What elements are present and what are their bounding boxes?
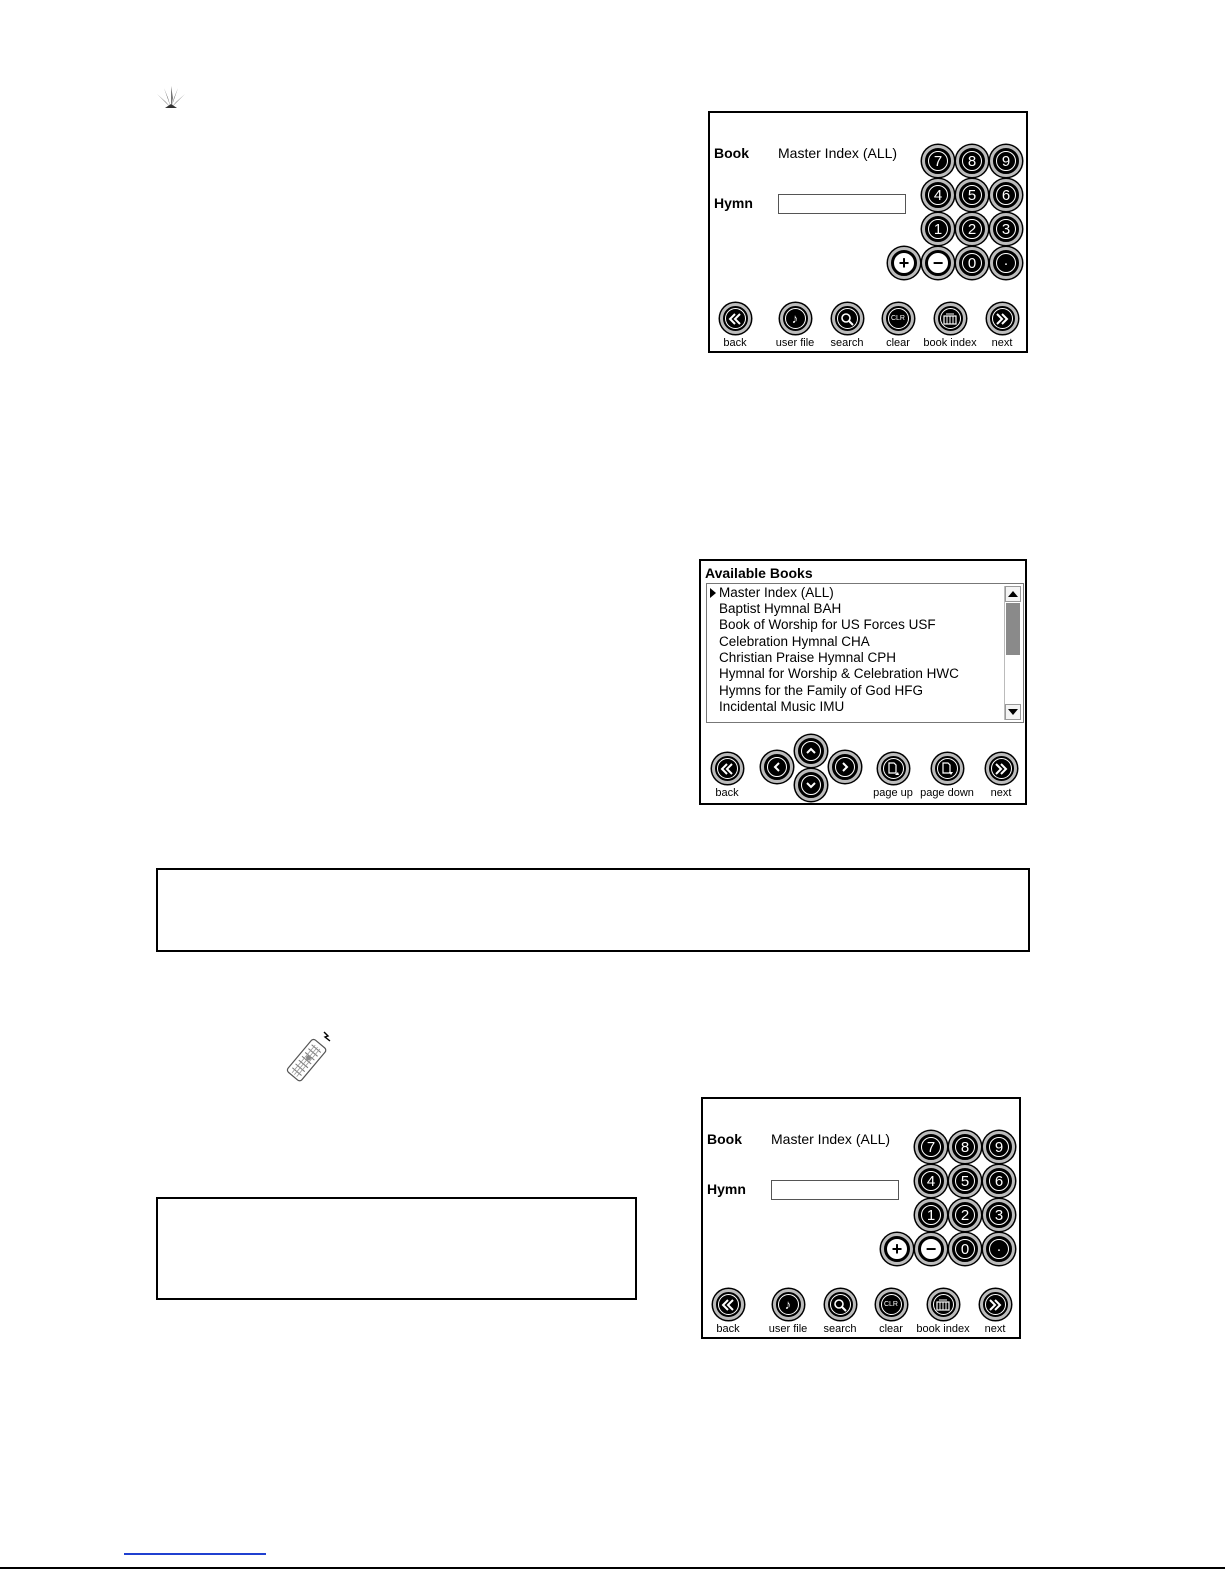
user-file-button[interactable] [758, 1289, 818, 1339]
book-index-button[interactable] [920, 303, 980, 353]
key-minus[interactable]: − [922, 247, 954, 279]
key-1[interactable]: 1 [922, 213, 954, 245]
book-item[interactable]: Hymns for the Family of God HFG [719, 683, 924, 698]
hymn-number-input[interactable] [778, 194, 906, 214]
clr-icon: CLR [890, 315, 905, 322]
note-box-wide [156, 868, 1030, 952]
crown-logo-icon [155, 84, 187, 110]
key-6[interactable]: 6 [990, 179, 1022, 211]
next-button[interactable] [971, 753, 1031, 803]
available-books-screen [699, 559, 1027, 805]
next-button[interactable] [965, 1289, 1025, 1339]
key-dot[interactable]: · [983, 1233, 1015, 1265]
music-note-icon: ♪ [784, 1297, 792, 1312]
back-caption: back [723, 337, 747, 349]
book-item[interactable]: Christian Praise Hymnal CPH [719, 650, 897, 665]
arrow-left-button[interactable] [761, 751, 793, 783]
remote-control-icon [280, 1030, 336, 1086]
double-chevron-left-icon [720, 763, 734, 775]
book-item[interactable]: Baptist Hymnal BAH [719, 601, 842, 616]
hymn-label: Hymn [707, 1181, 746, 1197]
key-3[interactable]: 3 [990, 213, 1022, 245]
double-chevron-right-icon [994, 763, 1008, 775]
double-chevron-left-icon [728, 313, 742, 325]
clear-button[interactable] [868, 303, 928, 353]
hymn-label: Hymn [714, 195, 753, 211]
key-7[interactable]: 7 [915, 1131, 947, 1163]
book-item[interactable]: Master Index (ALL) [719, 585, 834, 600]
key-5[interactable]: 5 [949, 1165, 981, 1197]
book-label: Book [707, 1131, 742, 1147]
book-item[interactable]: Book of Worship for US Forces USF [719, 617, 936, 632]
book-index-icon [936, 1299, 950, 1311]
page-up-caption: page up [873, 787, 913, 799]
scroll-thumb[interactable] [1006, 603, 1020, 655]
magnifier-icon [840, 312, 854, 326]
hymn-number-input[interactable] [771, 1180, 899, 1200]
key-9[interactable]: 9 [990, 145, 1022, 177]
page-down-caption: page down [920, 787, 974, 799]
note-box-small [156, 1197, 637, 1300]
page-up-button[interactable] [863, 753, 923, 803]
book-value: Master Index (ALL) [778, 145, 898, 161]
chevron-left-icon [772, 762, 782, 772]
double-chevron-left-icon [721, 1299, 735, 1311]
list-scrollbar[interactable] [1004, 586, 1021, 720]
footer-link-underline[interactable] [124, 1553, 266, 1555]
key-0[interactable]: 0 [949, 1233, 981, 1265]
page-down-button[interactable] [917, 753, 977, 803]
book-index-caption: book index [923, 337, 977, 349]
key-2[interactable]: 2 [956, 213, 988, 245]
page-down-icon [940, 762, 954, 776]
back-button[interactable] [705, 303, 765, 353]
next-caption: next [984, 1323, 1006, 1335]
clear-caption: clear [879, 1323, 903, 1335]
key-6[interactable]: 6 [983, 1165, 1015, 1197]
selected-arrow-icon [710, 588, 716, 598]
book-item[interactable]: Hymnal for Worship & Celebration HWC [719, 666, 959, 681]
music-note-icon: ♪ [791, 311, 799, 326]
key-2[interactable]: 2 [949, 1199, 981, 1231]
clear-caption: clear [886, 337, 910, 349]
key-plus[interactable]: + [881, 1233, 913, 1265]
key-1[interactable]: 1 [915, 1199, 947, 1231]
books-list[interactable] [706, 583, 1024, 723]
book-index-button[interactable] [913, 1289, 973, 1339]
double-chevron-right-icon [995, 313, 1009, 325]
next-caption: next [991, 337, 1013, 349]
key-plus[interactable]: + [888, 247, 920, 279]
book-value: Master Index (ALL) [771, 1131, 891, 1147]
key-dot[interactable]: · [990, 247, 1022, 279]
search-caption: search [823, 1323, 857, 1335]
back-button[interactable] [697, 753, 757, 803]
chevron-right-icon [840, 762, 850, 772]
hymn-entry-screen-1 [708, 111, 1028, 353]
user-file-caption: user file [775, 337, 815, 349]
chevron-up-icon [806, 746, 816, 756]
double-chevron-right-icon [988, 1299, 1002, 1311]
key-9[interactable]: 9 [983, 1131, 1015, 1163]
arrow-right-button[interactable] [829, 751, 861, 783]
chevron-down-icon [806, 780, 816, 790]
book-index-icon [943, 313, 957, 325]
back-caption: back [715, 787, 739, 799]
user-file-button[interactable] [765, 303, 825, 353]
page-up-icon [886, 762, 900, 776]
book-label: Book [714, 145, 749, 161]
next-button[interactable] [972, 303, 1032, 353]
key-8[interactable]: 8 [949, 1131, 981, 1163]
key-4[interactable]: 4 [915, 1165, 947, 1197]
arrow-down-button[interactable] [795, 769, 827, 801]
magnifier-icon [833, 1298, 847, 1312]
book-item[interactable]: Incidental Music IMU [719, 699, 845, 714]
user-file-caption: user file [768, 1323, 808, 1335]
key-8[interactable]: 8 [956, 145, 988, 177]
back-caption: back [716, 1323, 740, 1335]
key-7[interactable]: 7 [922, 145, 954, 177]
clr-icon: CLR [883, 1301, 898, 1308]
key-3[interactable]: 3 [983, 1199, 1015, 1231]
arrow-up-button[interactable] [795, 735, 827, 767]
back-button[interactable] [698, 1289, 758, 1339]
footer-rule [0, 1567, 1225, 1569]
key-5[interactable]: 5 [956, 179, 988, 211]
next-caption: next [990, 787, 1012, 799]
search-caption: search [830, 337, 864, 349]
hymn-entry-screen-2 [701, 1097, 1021, 1339]
key-0[interactable]: 0 [956, 247, 988, 279]
book-index-caption: book index [916, 1323, 970, 1335]
available-books-title: Available Books [705, 565, 813, 581]
clear-button[interactable] [861, 1289, 921, 1339]
scroll-up-icon[interactable] [1005, 586, 1021, 602]
scroll-down-icon[interactable] [1005, 704, 1021, 720]
key-4[interactable]: 4 [922, 179, 954, 211]
key-minus[interactable]: − [915, 1233, 947, 1265]
book-item[interactable]: Celebration Hymnal CHA [719, 634, 870, 649]
